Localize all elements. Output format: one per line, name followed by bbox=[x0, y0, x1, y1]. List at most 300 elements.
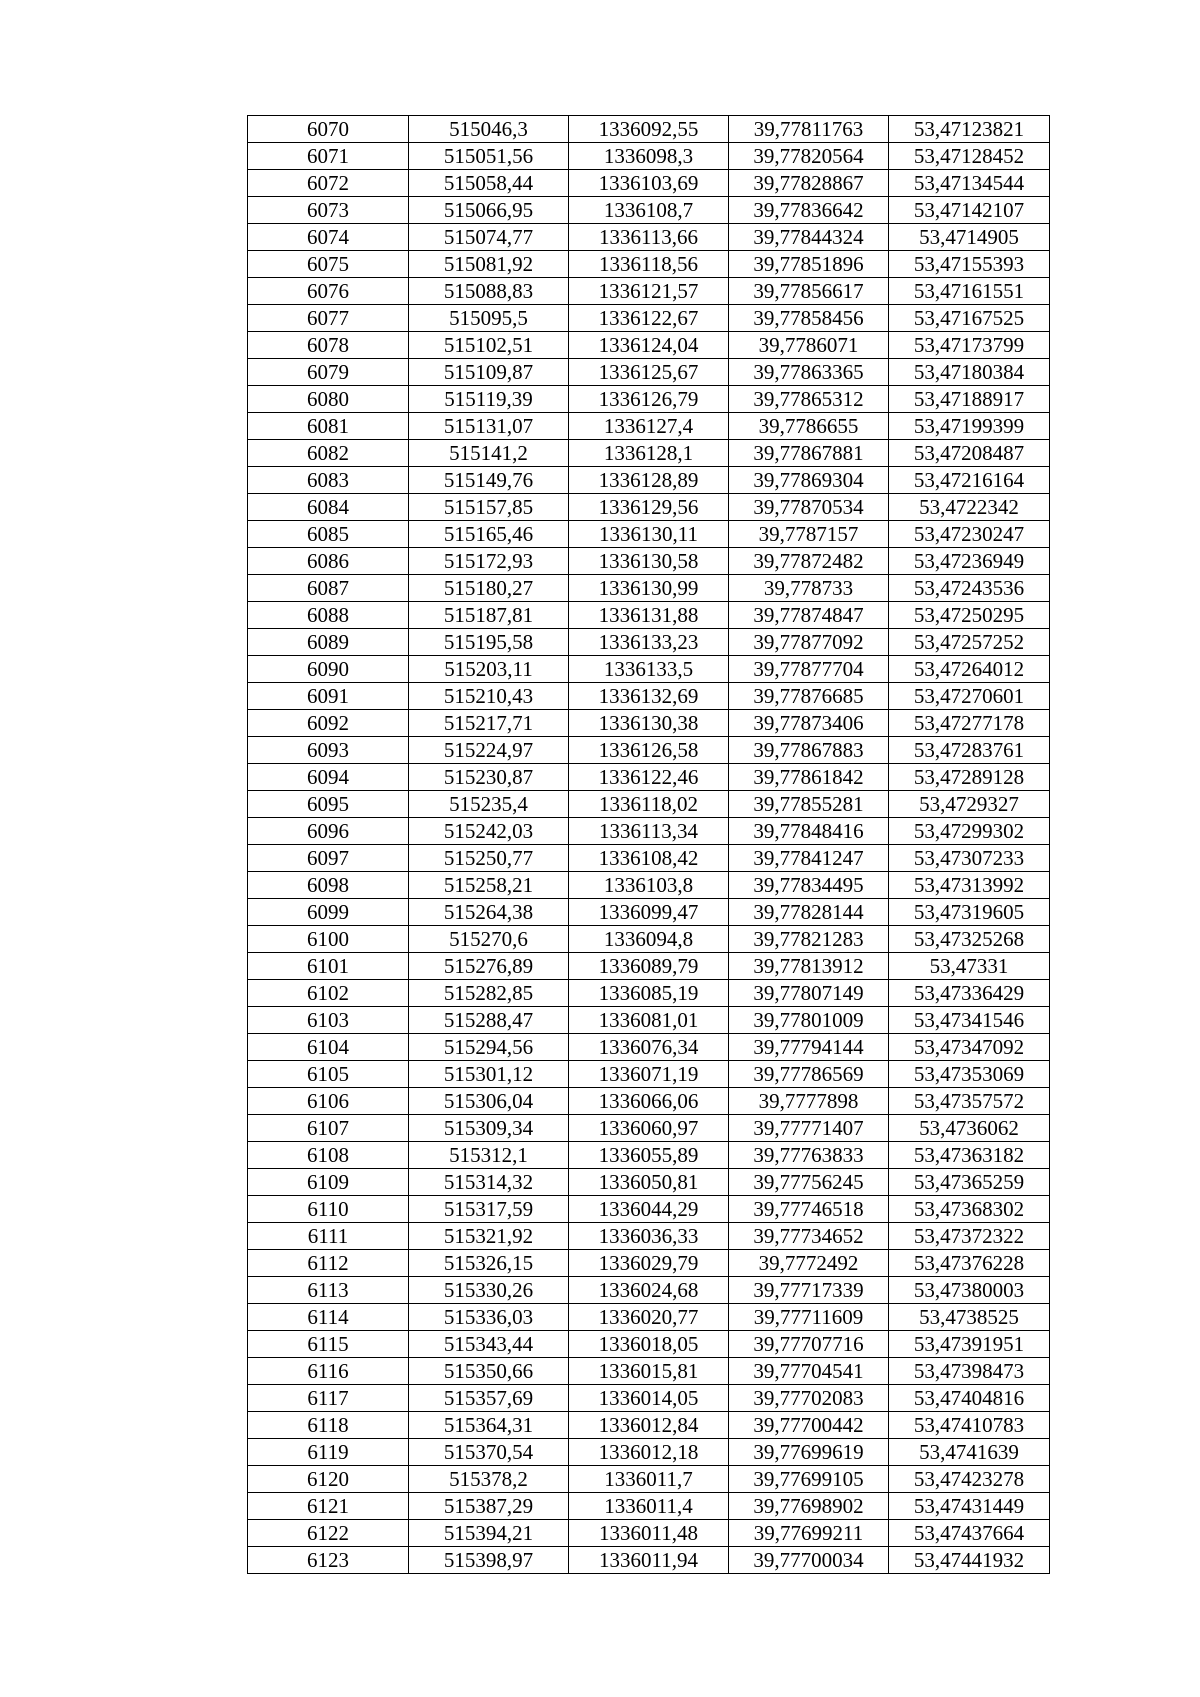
cell-x-coordinate: 515306,04 bbox=[409, 1088, 569, 1115]
cell-y-coordinate: 1336011,48 bbox=[569, 1520, 729, 1547]
cell-latitude: 53,47368302 bbox=[889, 1196, 1050, 1223]
table-row bbox=[248, 1412, 1050, 1439]
cell-longitude: 39,77873406 bbox=[729, 710, 889, 737]
cell-x-coordinate: 515203,11 bbox=[409, 656, 569, 683]
cell-y-coordinate: 1336128,89 bbox=[569, 467, 729, 494]
cell-latitude: 53,4736062 bbox=[889, 1115, 1050, 1142]
cell-y-coordinate: 1336124,04 bbox=[569, 332, 729, 359]
cell-latitude: 53,47331 bbox=[889, 953, 1050, 980]
cell-latitude: 53,47372322 bbox=[889, 1223, 1050, 1250]
cell-y-coordinate: 1336094,8 bbox=[569, 926, 729, 953]
cell-point-number: 6111 bbox=[248, 1223, 409, 1250]
cell-y-coordinate: 1336081,01 bbox=[569, 1007, 729, 1034]
cell-longitude: 39,77699211 bbox=[729, 1520, 889, 1547]
cell-y-coordinate: 1336060,97 bbox=[569, 1115, 729, 1142]
cell-point-number: 6100 bbox=[248, 926, 409, 953]
cell-latitude: 53,47250295 bbox=[889, 602, 1050, 629]
cell-longitude: 39,77763833 bbox=[729, 1142, 889, 1169]
cell-y-coordinate: 1336071,19 bbox=[569, 1061, 729, 1088]
cell-longitude: 39,77872482 bbox=[729, 548, 889, 575]
cell-point-number: 6095 bbox=[248, 791, 409, 818]
cell-y-coordinate: 1336133,23 bbox=[569, 629, 729, 656]
table-row bbox=[248, 845, 1050, 872]
cell-y-coordinate: 1336132,69 bbox=[569, 683, 729, 710]
cell-y-coordinate: 1336129,56 bbox=[569, 494, 729, 521]
cell-latitude: 53,47376228 bbox=[889, 1250, 1050, 1277]
cell-latitude: 53,47431449 bbox=[889, 1493, 1050, 1520]
cell-latitude: 53,47365259 bbox=[889, 1169, 1050, 1196]
cell-latitude: 53,47313992 bbox=[889, 872, 1050, 899]
table-row bbox=[248, 953, 1050, 980]
cell-longitude: 39,77711609 bbox=[729, 1304, 889, 1331]
cell-point-number: 6103 bbox=[248, 1007, 409, 1034]
cell-point-number: 6094 bbox=[248, 764, 409, 791]
cell-x-coordinate: 515350,66 bbox=[409, 1358, 569, 1385]
cell-y-coordinate: 1336130,11 bbox=[569, 521, 729, 548]
cell-latitude: 53,47216164 bbox=[889, 467, 1050, 494]
cell-longitude: 39,77874847 bbox=[729, 602, 889, 629]
cell-y-coordinate: 1336020,77 bbox=[569, 1304, 729, 1331]
cell-point-number: 6108 bbox=[248, 1142, 409, 1169]
cell-x-coordinate: 515270,6 bbox=[409, 926, 569, 953]
cell-y-coordinate: 1336024,68 bbox=[569, 1277, 729, 1304]
cell-longitude: 39,77704541 bbox=[729, 1358, 889, 1385]
table-row bbox=[248, 197, 1050, 224]
cell-x-coordinate: 515230,87 bbox=[409, 764, 569, 791]
cell-point-number: 6123 bbox=[248, 1547, 409, 1574]
cell-x-coordinate: 515187,81 bbox=[409, 602, 569, 629]
table-row bbox=[248, 710, 1050, 737]
cell-x-coordinate: 515180,27 bbox=[409, 575, 569, 602]
cell-longitude: 39,7777898 bbox=[729, 1088, 889, 1115]
cell-x-coordinate: 515314,32 bbox=[409, 1169, 569, 1196]
cell-longitude: 39,77811763 bbox=[729, 116, 889, 143]
cell-y-coordinate: 1336133,5 bbox=[569, 656, 729, 683]
cell-y-coordinate: 1336092,55 bbox=[569, 116, 729, 143]
cell-x-coordinate: 515364,31 bbox=[409, 1412, 569, 1439]
cell-x-coordinate: 515165,46 bbox=[409, 521, 569, 548]
cell-longitude: 39,7786071 bbox=[729, 332, 889, 359]
cell-x-coordinate: 515109,87 bbox=[409, 359, 569, 386]
table-row bbox=[248, 1061, 1050, 1088]
cell-point-number: 6085 bbox=[248, 521, 409, 548]
cell-latitude: 53,47208487 bbox=[889, 440, 1050, 467]
cell-latitude: 53,47142107 bbox=[889, 197, 1050, 224]
cell-point-number: 6101 bbox=[248, 953, 409, 980]
cell-x-coordinate: 515235,4 bbox=[409, 791, 569, 818]
cell-y-coordinate: 1336103,69 bbox=[569, 170, 729, 197]
cell-y-coordinate: 1336018,05 bbox=[569, 1331, 729, 1358]
table-row bbox=[248, 1520, 1050, 1547]
cell-point-number: 6121 bbox=[248, 1493, 409, 1520]
cell-y-coordinate: 1336130,38 bbox=[569, 710, 729, 737]
cell-latitude: 53,47155393 bbox=[889, 251, 1050, 278]
cell-longitude: 39,77771407 bbox=[729, 1115, 889, 1142]
cell-longitude: 39,77707716 bbox=[729, 1331, 889, 1358]
cell-y-coordinate: 1336076,34 bbox=[569, 1034, 729, 1061]
cell-x-coordinate: 515081,92 bbox=[409, 251, 569, 278]
cell-x-coordinate: 515309,34 bbox=[409, 1115, 569, 1142]
cell-x-coordinate: 515242,03 bbox=[409, 818, 569, 845]
table-row bbox=[248, 1358, 1050, 1385]
cell-longitude: 39,77821283 bbox=[729, 926, 889, 953]
table-row bbox=[248, 170, 1050, 197]
cell-latitude: 53,47199399 bbox=[889, 413, 1050, 440]
table-row bbox=[248, 818, 1050, 845]
cell-latitude: 53,47299302 bbox=[889, 818, 1050, 845]
table-row bbox=[248, 602, 1050, 629]
cell-point-number: 6093 bbox=[248, 737, 409, 764]
cell-latitude: 53,47188917 bbox=[889, 386, 1050, 413]
cell-latitude: 53,47257252 bbox=[889, 629, 1050, 656]
cell-x-coordinate: 515258,21 bbox=[409, 872, 569, 899]
cell-y-coordinate: 1336126,58 bbox=[569, 737, 729, 764]
cell-x-coordinate: 515131,07 bbox=[409, 413, 569, 440]
table-row bbox=[248, 467, 1050, 494]
cell-x-coordinate: 515343,44 bbox=[409, 1331, 569, 1358]
table-row bbox=[248, 521, 1050, 548]
cell-point-number: 6102 bbox=[248, 980, 409, 1007]
cell-x-coordinate: 515095,5 bbox=[409, 305, 569, 332]
cell-y-coordinate: 1336099,47 bbox=[569, 899, 729, 926]
cell-y-coordinate: 1336011,4 bbox=[569, 1493, 729, 1520]
cell-point-number: 6070 bbox=[248, 116, 409, 143]
cell-longitude: 39,77855281 bbox=[729, 791, 889, 818]
cell-latitude: 53,4729327 bbox=[889, 791, 1050, 818]
cell-point-number: 6092 bbox=[248, 710, 409, 737]
cell-longitude: 39,77877704 bbox=[729, 656, 889, 683]
cell-longitude: 39,77813912 bbox=[729, 953, 889, 980]
cell-longitude: 39,77834495 bbox=[729, 872, 889, 899]
cell-longitude: 39,77858456 bbox=[729, 305, 889, 332]
cell-longitude: 39,77807149 bbox=[729, 980, 889, 1007]
cell-x-coordinate: 515378,2 bbox=[409, 1466, 569, 1493]
cell-point-number: 6076 bbox=[248, 278, 409, 305]
cell-latitude: 53,47173799 bbox=[889, 332, 1050, 359]
cell-latitude: 53,47347092 bbox=[889, 1034, 1050, 1061]
cell-y-coordinate: 1336125,67 bbox=[569, 359, 729, 386]
cell-point-number: 6083 bbox=[248, 467, 409, 494]
table-row bbox=[248, 116, 1050, 143]
table-row bbox=[248, 440, 1050, 467]
table-row bbox=[248, 980, 1050, 1007]
cell-y-coordinate: 1336113,66 bbox=[569, 224, 729, 251]
table-row bbox=[248, 332, 1050, 359]
cell-latitude: 53,47264012 bbox=[889, 656, 1050, 683]
cell-point-number: 6106 bbox=[248, 1088, 409, 1115]
cell-longitude: 39,77786569 bbox=[729, 1061, 889, 1088]
table-row bbox=[248, 1304, 1050, 1331]
cell-longitude: 39,77698902 bbox=[729, 1493, 889, 1520]
cell-longitude: 39,77702083 bbox=[729, 1385, 889, 1412]
table-row bbox=[248, 305, 1050, 332]
cell-latitude: 53,47410783 bbox=[889, 1412, 1050, 1439]
cell-y-coordinate: 1336014,05 bbox=[569, 1385, 729, 1412]
table-row bbox=[248, 629, 1050, 656]
cell-latitude: 53,47319605 bbox=[889, 899, 1050, 926]
cell-longitude: 39,77841247 bbox=[729, 845, 889, 872]
cell-y-coordinate: 1336118,02 bbox=[569, 791, 729, 818]
cell-x-coordinate: 515141,2 bbox=[409, 440, 569, 467]
cell-y-coordinate: 1336098,3 bbox=[569, 143, 729, 170]
table-row bbox=[248, 1547, 1050, 1574]
cell-longitude: 39,77848416 bbox=[729, 818, 889, 845]
cell-y-coordinate: 1336011,7 bbox=[569, 1466, 729, 1493]
cell-point-number: 6072 bbox=[248, 170, 409, 197]
cell-point-number: 6073 bbox=[248, 197, 409, 224]
cell-latitude: 53,4738525 bbox=[889, 1304, 1050, 1331]
cell-y-coordinate: 1336011,94 bbox=[569, 1547, 729, 1574]
cell-point-number: 6086 bbox=[248, 548, 409, 575]
cell-longitude: 39,77700442 bbox=[729, 1412, 889, 1439]
cell-x-coordinate: 515282,85 bbox=[409, 980, 569, 1007]
cell-point-number: 6107 bbox=[248, 1115, 409, 1142]
cell-latitude: 53,47423278 bbox=[889, 1466, 1050, 1493]
table-row bbox=[248, 575, 1050, 602]
cell-latitude: 53,47128452 bbox=[889, 143, 1050, 170]
cell-y-coordinate: 1336103,8 bbox=[569, 872, 729, 899]
cell-y-coordinate: 1336085,19 bbox=[569, 980, 729, 1007]
cell-x-coordinate: 515288,47 bbox=[409, 1007, 569, 1034]
cell-x-coordinate: 515119,39 bbox=[409, 386, 569, 413]
cell-point-number: 6075 bbox=[248, 251, 409, 278]
cell-y-coordinate: 1336108,7 bbox=[569, 197, 729, 224]
cell-longitude: 39,7787157 bbox=[729, 521, 889, 548]
table-row bbox=[248, 1007, 1050, 1034]
cell-longitude: 39,77870534 bbox=[729, 494, 889, 521]
cell-latitude: 53,47289128 bbox=[889, 764, 1050, 791]
cell-longitude: 39,778733 bbox=[729, 575, 889, 602]
cell-x-coordinate: 515330,26 bbox=[409, 1277, 569, 1304]
cell-x-coordinate: 515157,85 bbox=[409, 494, 569, 521]
cell-point-number: 6109 bbox=[248, 1169, 409, 1196]
cell-y-coordinate: 1336044,29 bbox=[569, 1196, 729, 1223]
cell-longitude: 39,77844324 bbox=[729, 224, 889, 251]
cell-y-coordinate: 1336055,89 bbox=[569, 1142, 729, 1169]
cell-longitude: 39,7786655 bbox=[729, 413, 889, 440]
cell-x-coordinate: 515398,97 bbox=[409, 1547, 569, 1574]
cell-point-number: 6122 bbox=[248, 1520, 409, 1547]
cell-y-coordinate: 1336122,67 bbox=[569, 305, 729, 332]
cell-point-number: 6079 bbox=[248, 359, 409, 386]
cell-point-number: 6098 bbox=[248, 872, 409, 899]
cell-latitude: 53,47167525 bbox=[889, 305, 1050, 332]
cell-x-coordinate: 515357,69 bbox=[409, 1385, 569, 1412]
cell-y-coordinate: 1336131,88 bbox=[569, 602, 729, 629]
cell-point-number: 6077 bbox=[248, 305, 409, 332]
cell-latitude: 53,47341546 bbox=[889, 1007, 1050, 1034]
table-row bbox=[248, 386, 1050, 413]
cell-x-coordinate: 515301,12 bbox=[409, 1061, 569, 1088]
cell-latitude: 53,47230247 bbox=[889, 521, 1050, 548]
cell-latitude: 53,47380003 bbox=[889, 1277, 1050, 1304]
coordinates-table bbox=[247, 115, 1050, 1574]
table-row bbox=[248, 1466, 1050, 1493]
cell-x-coordinate: 515149,76 bbox=[409, 467, 569, 494]
cell-latitude: 53,47363182 bbox=[889, 1142, 1050, 1169]
table-row bbox=[248, 683, 1050, 710]
cell-latitude: 53,47336429 bbox=[889, 980, 1050, 1007]
cell-point-number: 6114 bbox=[248, 1304, 409, 1331]
cell-y-coordinate: 1336130,58 bbox=[569, 548, 729, 575]
cell-x-coordinate: 515102,51 bbox=[409, 332, 569, 359]
table-row bbox=[248, 1277, 1050, 1304]
cell-point-number: 6104 bbox=[248, 1034, 409, 1061]
table-row bbox=[248, 791, 1050, 818]
cell-longitude: 39,77861842 bbox=[729, 764, 889, 791]
cell-x-coordinate: 515317,59 bbox=[409, 1196, 569, 1223]
cell-y-coordinate: 1336050,81 bbox=[569, 1169, 729, 1196]
cell-y-coordinate: 1336036,33 bbox=[569, 1223, 729, 1250]
cell-latitude: 53,47236949 bbox=[889, 548, 1050, 575]
cell-latitude: 53,47325268 bbox=[889, 926, 1050, 953]
cell-point-number: 6117 bbox=[248, 1385, 409, 1412]
cell-latitude: 53,47270601 bbox=[889, 683, 1050, 710]
cell-point-number: 6078 bbox=[248, 332, 409, 359]
cell-point-number: 6099 bbox=[248, 899, 409, 926]
table-row bbox=[248, 1439, 1050, 1466]
table-row bbox=[248, 251, 1050, 278]
table-row bbox=[248, 1115, 1050, 1142]
cell-longitude: 39,77856617 bbox=[729, 278, 889, 305]
cell-y-coordinate: 1336121,57 bbox=[569, 278, 729, 305]
cell-latitude: 53,4714905 bbox=[889, 224, 1050, 251]
coordinates-table-body bbox=[248, 116, 1050, 1574]
cell-x-coordinate: 515172,93 bbox=[409, 548, 569, 575]
cell-longitude: 39,77867883 bbox=[729, 737, 889, 764]
cell-x-coordinate: 515264,38 bbox=[409, 899, 569, 926]
cell-latitude: 53,47307233 bbox=[889, 845, 1050, 872]
table-row bbox=[248, 1223, 1050, 1250]
table-row bbox=[248, 359, 1050, 386]
cell-latitude: 53,47357572 bbox=[889, 1088, 1050, 1115]
cell-y-coordinate: 1336118,56 bbox=[569, 251, 729, 278]
cell-y-coordinate: 1336029,79 bbox=[569, 1250, 729, 1277]
table-row bbox=[248, 224, 1050, 251]
cell-point-number: 6080 bbox=[248, 386, 409, 413]
table-row bbox=[248, 548, 1050, 575]
cell-x-coordinate: 515217,71 bbox=[409, 710, 569, 737]
cell-x-coordinate: 515394,21 bbox=[409, 1520, 569, 1547]
cell-point-number: 6110 bbox=[248, 1196, 409, 1223]
table-row bbox=[248, 1331, 1050, 1358]
cell-point-number: 6113 bbox=[248, 1277, 409, 1304]
cell-point-number: 6089 bbox=[248, 629, 409, 656]
cell-point-number: 6071 bbox=[248, 143, 409, 170]
table-row bbox=[248, 494, 1050, 521]
table-row bbox=[248, 737, 1050, 764]
cell-x-coordinate: 515195,58 bbox=[409, 629, 569, 656]
cell-latitude: 53,47441932 bbox=[889, 1547, 1050, 1574]
cell-x-coordinate: 515074,77 bbox=[409, 224, 569, 251]
cell-point-number: 6087 bbox=[248, 575, 409, 602]
cell-x-coordinate: 515294,56 bbox=[409, 1034, 569, 1061]
cell-point-number: 6090 bbox=[248, 656, 409, 683]
cell-latitude: 53,47404816 bbox=[889, 1385, 1050, 1412]
cell-x-coordinate: 515058,44 bbox=[409, 170, 569, 197]
cell-longitude: 39,77876685 bbox=[729, 683, 889, 710]
table-row bbox=[248, 143, 1050, 170]
cell-longitude: 39,77801009 bbox=[729, 1007, 889, 1034]
cell-y-coordinate: 1336066,06 bbox=[569, 1088, 729, 1115]
cell-x-coordinate: 515336,03 bbox=[409, 1304, 569, 1331]
cell-y-coordinate: 1336130,99 bbox=[569, 575, 729, 602]
cell-y-coordinate: 1336015,81 bbox=[569, 1358, 729, 1385]
cell-latitude: 53,4741639 bbox=[889, 1439, 1050, 1466]
cell-longitude: 39,7772492 bbox=[729, 1250, 889, 1277]
cell-x-coordinate: 515326,15 bbox=[409, 1250, 569, 1277]
cell-longitude: 39,77851896 bbox=[729, 251, 889, 278]
cell-longitude: 39,77699105 bbox=[729, 1466, 889, 1493]
cell-point-number: 6120 bbox=[248, 1466, 409, 1493]
cell-longitude: 39,77828867 bbox=[729, 170, 889, 197]
cell-longitude: 39,77867881 bbox=[729, 440, 889, 467]
table-row bbox=[248, 764, 1050, 791]
cell-longitude: 39,77734652 bbox=[729, 1223, 889, 1250]
cell-point-number: 6115 bbox=[248, 1331, 409, 1358]
cell-x-coordinate: 515066,95 bbox=[409, 197, 569, 224]
cell-x-coordinate: 515387,29 bbox=[409, 1493, 569, 1520]
cell-latitude: 53,47243536 bbox=[889, 575, 1050, 602]
cell-x-coordinate: 515224,97 bbox=[409, 737, 569, 764]
cell-point-number: 6082 bbox=[248, 440, 409, 467]
cell-y-coordinate: 1336012,18 bbox=[569, 1439, 729, 1466]
cell-longitude: 39,77794144 bbox=[729, 1034, 889, 1061]
cell-point-number: 6118 bbox=[248, 1412, 409, 1439]
cell-x-coordinate: 515250,77 bbox=[409, 845, 569, 872]
table-row bbox=[248, 1169, 1050, 1196]
cell-x-coordinate: 515312,1 bbox=[409, 1142, 569, 1169]
table-row bbox=[248, 1034, 1050, 1061]
cell-latitude: 53,47353069 bbox=[889, 1061, 1050, 1088]
cell-longitude: 39,77756245 bbox=[729, 1169, 889, 1196]
cell-latitude: 53,47398473 bbox=[889, 1358, 1050, 1385]
cell-x-coordinate: 515276,89 bbox=[409, 953, 569, 980]
cell-x-coordinate: 515321,92 bbox=[409, 1223, 569, 1250]
cell-point-number: 6088 bbox=[248, 602, 409, 629]
table-row bbox=[248, 1493, 1050, 1520]
cell-x-coordinate: 515370,54 bbox=[409, 1439, 569, 1466]
cell-latitude: 53,47437664 bbox=[889, 1520, 1050, 1547]
cell-longitude: 39,77746518 bbox=[729, 1196, 889, 1223]
table-row bbox=[248, 656, 1050, 683]
cell-point-number: 6112 bbox=[248, 1250, 409, 1277]
cell-x-coordinate: 515088,83 bbox=[409, 278, 569, 305]
cell-x-coordinate: 515046,3 bbox=[409, 116, 569, 143]
table-row bbox=[248, 413, 1050, 440]
cell-y-coordinate: 1336128,1 bbox=[569, 440, 729, 467]
cell-latitude: 53,47134544 bbox=[889, 170, 1050, 197]
table-row bbox=[248, 278, 1050, 305]
cell-y-coordinate: 1336113,34 bbox=[569, 818, 729, 845]
cell-point-number: 6084 bbox=[248, 494, 409, 521]
cell-point-number: 6096 bbox=[248, 818, 409, 845]
cell-point-number: 6105 bbox=[248, 1061, 409, 1088]
table-row bbox=[248, 872, 1050, 899]
table-row bbox=[248, 1088, 1050, 1115]
cell-latitude: 53,47283761 bbox=[889, 737, 1050, 764]
table-row bbox=[248, 1196, 1050, 1223]
cell-latitude: 53,47391951 bbox=[889, 1331, 1050, 1358]
cell-point-number: 6119 bbox=[248, 1439, 409, 1466]
cell-point-number: 6097 bbox=[248, 845, 409, 872]
cell-x-coordinate: 515051,56 bbox=[409, 143, 569, 170]
table-row bbox=[248, 1142, 1050, 1169]
cell-longitude: 39,77836642 bbox=[729, 197, 889, 224]
cell-longitude: 39,77828144 bbox=[729, 899, 889, 926]
cell-latitude: 53,47161551 bbox=[889, 278, 1050, 305]
cell-y-coordinate: 1336122,46 bbox=[569, 764, 729, 791]
